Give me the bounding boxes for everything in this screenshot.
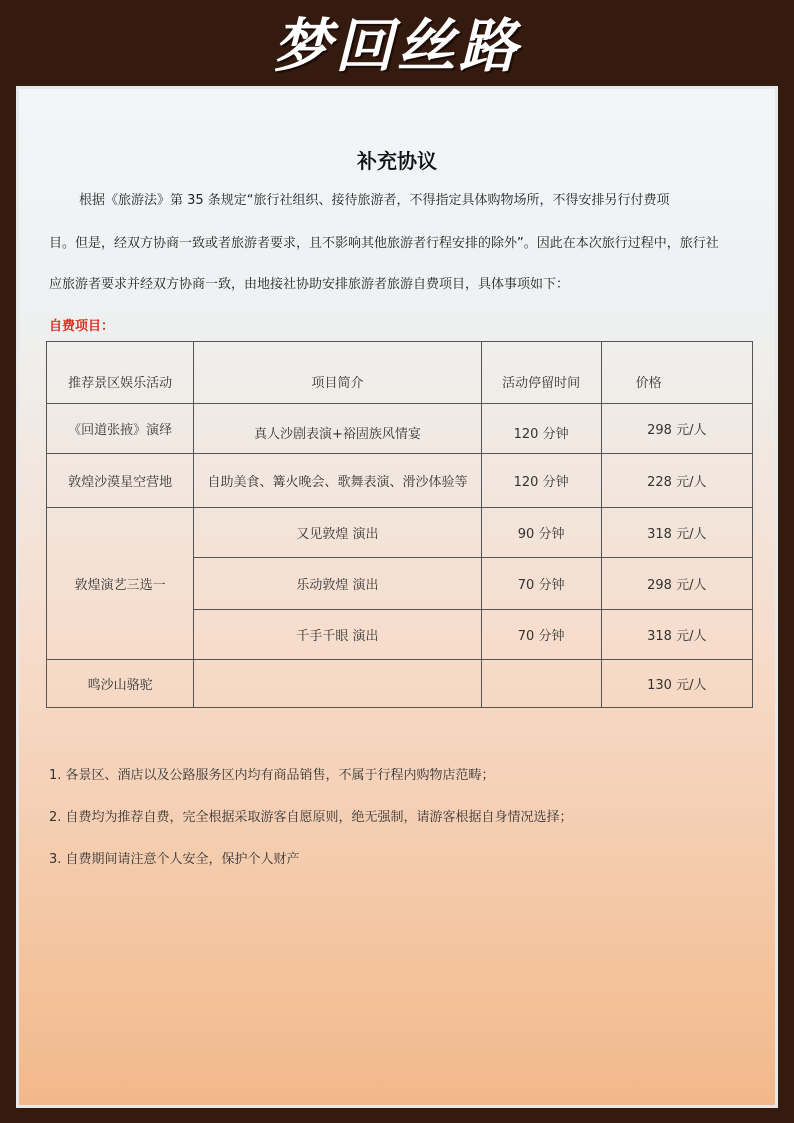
table-header-row [47,342,753,404]
cell-intro: 又见敦煌 演出 [194,508,481,558]
cell-price: 298 元/人 [601,558,752,610]
cell-activity: 《回道张掖》演绎 [47,404,194,454]
header-price: 价格 [601,342,752,404]
cell-intro: 真人沙剧表演+裕固族风情宴 [194,404,481,454]
banner-title: 梦回丝路 [272,12,521,80]
cell-duration: 120 分钟 [481,454,601,508]
cell-intro: 乐动敦煌 演出 [194,558,481,610]
note-2: 2. 自费均为推荐自费，完全根据采取游客自愿原则，绝无强制，请游客根据自身情况选择； [49,810,573,825]
table-row [47,454,753,508]
cell-intro: 千手千眼 演出 [194,610,481,660]
self-pay-table [46,341,753,708]
cell-duration: 120 分钟 [481,404,601,454]
paragraph-line-1: 根据《旅游法》第 35 条规定“旅行社组织、接待旅游者，不得指定具体购物场所，不得安排另行付费项 [79,193,670,208]
header-intro: 项目简介 [194,342,481,404]
document-paper [16,86,778,1108]
cell-duration: 70 分钟 [481,610,601,660]
cell-intro [194,660,481,708]
note-3: 3. 自费期间请注意个人安全，保护个人财产 [49,852,300,867]
table-row [47,404,753,454]
cell-price: 318 元/人 [601,610,752,660]
cell-price: 298 元/人 [601,404,752,454]
header-activity: 推荐景区娱乐活动 [47,342,194,404]
cell-activity: 鸣沙山骆驼 [47,660,194,708]
cell-duration: 70 分钟 [481,558,601,610]
paragraph-line-2: 目。但是，经双方协商一致或者旅游者要求，且不影响其他旅游者行程安排的除外”。因此在本次旅行过程中，旅行社 [49,236,719,251]
cell-price: 318 元/人 [601,508,752,558]
cell-intro: 自助美食、篝火晚会、歌舞表演、滑沙体验等 [194,454,481,508]
header-duration: 活动停留时间 [481,342,601,404]
cell-price: 130 元/人 [601,660,752,708]
document-title: 补充协议 [357,149,437,173]
cell-duration: 90 分钟 [481,508,601,558]
table-row [47,660,753,708]
note-1: 1. 各景区、酒店以及公路服务区内均有商品销售，不属于行程内购物店范畴； [49,768,495,783]
cell-duration [481,660,601,708]
cell-price: 228 元/人 [601,454,752,508]
cell-activity: 敦煌演艺三选一 [47,508,194,660]
paragraph-line-3: 应旅游者要求并经双方协商一致，由地接社协助安排旅游者旅游自费项目，具体事项如下： [49,277,570,292]
section-label: 自费项目： [49,319,115,334]
cell-activity: 敦煌沙漠星空营地 [47,454,194,508]
table-row [47,508,753,558]
